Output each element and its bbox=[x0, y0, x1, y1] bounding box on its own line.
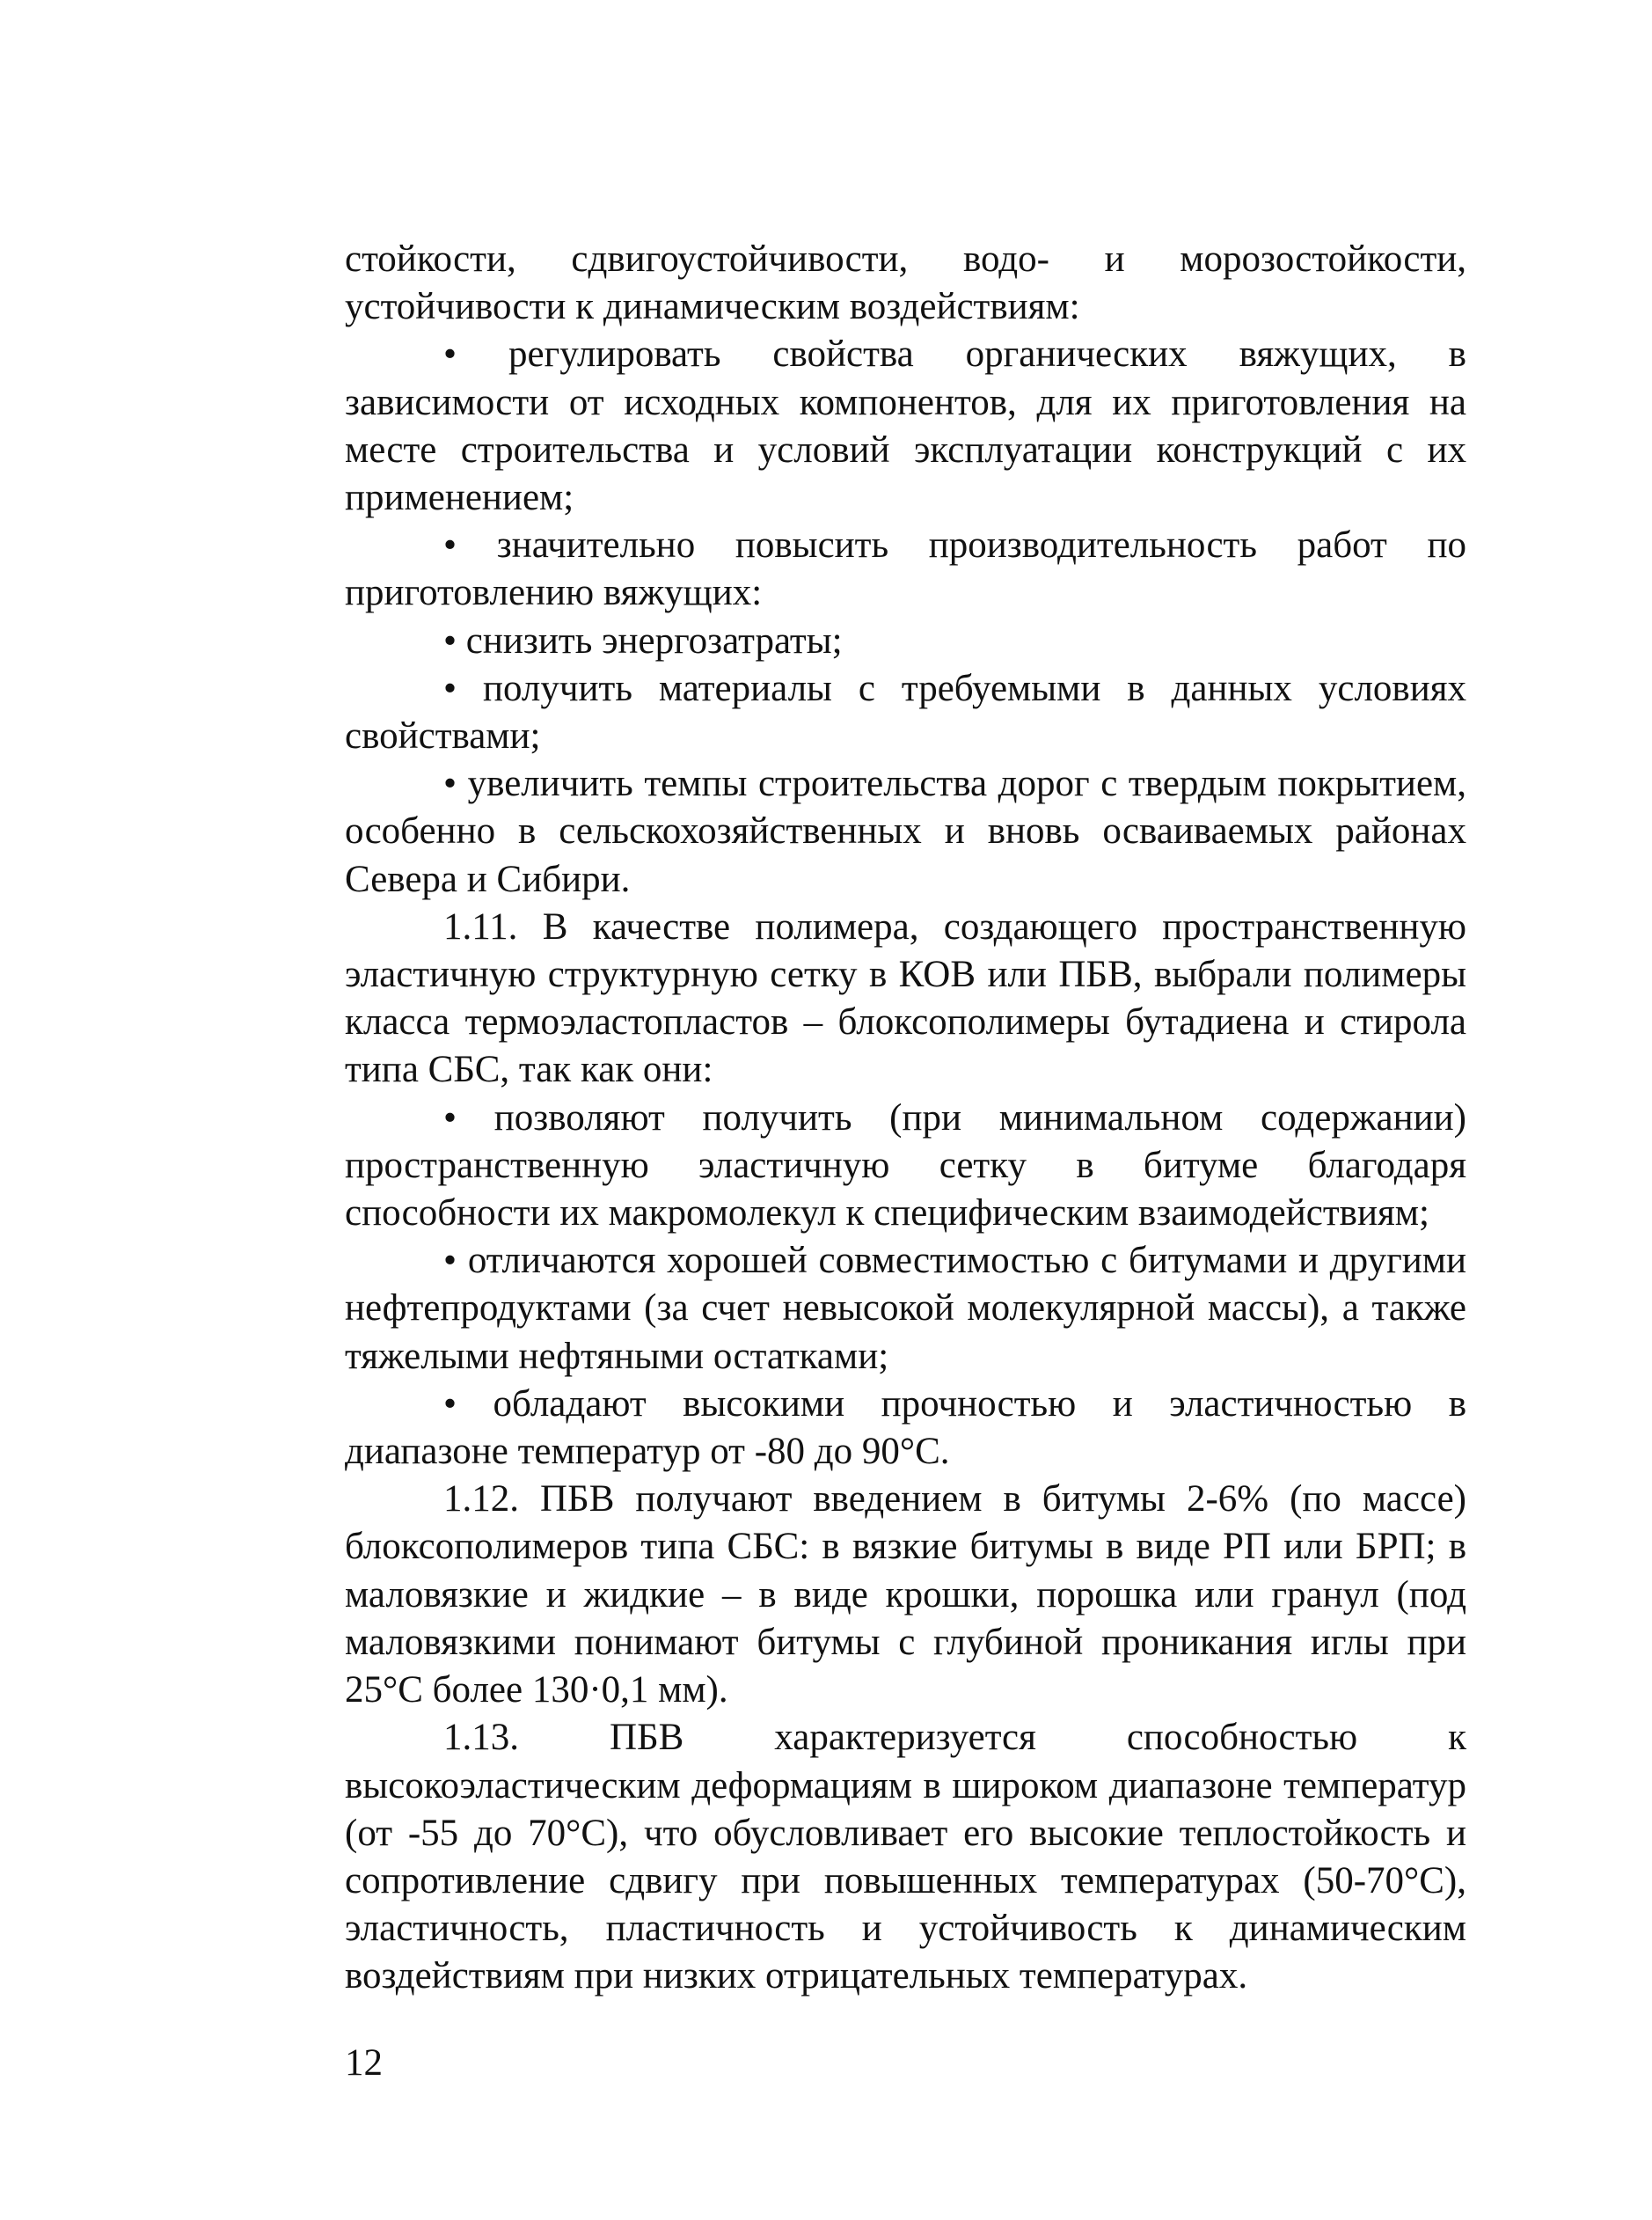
bullet-item-network: • позволяют получить (при минимальном содержании) пространственную эластичную сетку в битуме благодаря способности их макромолекул к специфическим взаимодействиям; bbox=[345, 1096, 1466, 1235]
bullet-item-construction: • увеличить темпы строительства дорог с твердым покрытием, особенно в сельскохозяйственных и вновь осваиваемых районах Севера и Сибири. bbox=[345, 763, 1466, 900]
section-1-12: 1.12. ПБВ получают введением в битумы 2-6% (по массе) блоксополимеров типа СБС: в вязкие битумы в виде РП или БРП; в маловязкие и жидкие – в виде крошки, порошка или гранул (под маловязкими понимают битумы с глубиной проникания иглы при 25°С более 130·0,1 мм). bbox=[345, 1478, 1466, 1711]
bullet-item-productivity: • значительно повысить производительность работ по приготовлению вяжущих: bbox=[345, 524, 1466, 614]
bullet-item-strength: • обладают высокими прочностью и эластичностью в диапазоне температур от -80 до 90°С. bbox=[345, 1382, 1466, 1473]
bullet-item-energy: • снизить энергозатраты; bbox=[443, 619, 843, 662]
bullet-item-regulate: • регулировать свойства органических вяжущих, в зависимости от исходных компонентов, для их приготовления на месте строительства и условий эксплуатации конструкций с их применением; bbox=[345, 333, 1466, 519]
paragraph-continuation: стойкости, сдвигоустойчивости, водо- и морозостойкости, устойчивости к динамическим воздействиям: bbox=[345, 238, 1466, 328]
body-text bbox=[345, 236, 1466, 2001]
bullet-item-materials: • получить материалы с требуемыми в данных условиях свойствами; bbox=[345, 667, 1466, 758]
bullet-item-compatibility: • отличаются хорошей совместимостью с битумами и другими нефтепродуктами (за счет невысокой молекулярной массы), а также тяжелыми нефтяными остатками; bbox=[345, 1240, 1466, 1377]
section-1-11: 1.11. В качестве полимера, создающего пространственную эластичную структурную сетку в КОВ или ПБВ, выбрали полимеры класса термоэластопластов – блоксополимеры бутадиена и стирола типа СБС, так как они: bbox=[345, 905, 1466, 1091]
page-number: 12 bbox=[345, 2042, 383, 2084]
section-1-13: 1.13. ПБВ характеризуется способностью к высокоэластическим деформациям в широком диапазоне температур (от -55 до 70°С), что обусловливает его высокие теплостойкость и сопротивление сдвигу при повышенных температурах (50-70°С), эластичность, пластичность и устойчивость к динамическим воздействиям при низких отрицательных температурах. bbox=[345, 1717, 1466, 1997]
